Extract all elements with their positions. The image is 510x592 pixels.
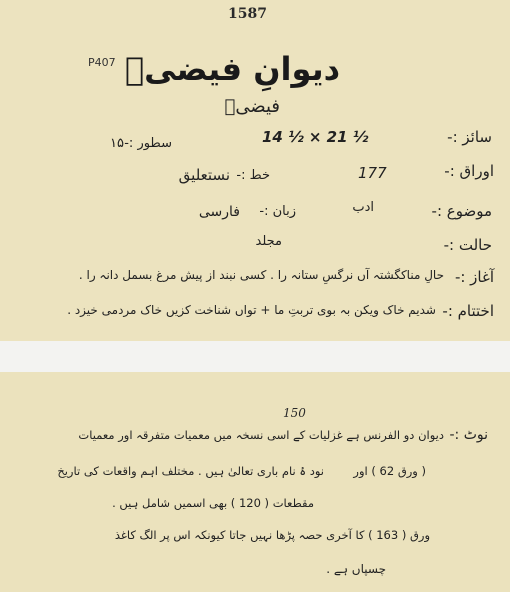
- lines-label: سطور :-: [124, 136, 172, 151]
- condition-label: حالت :-: [443, 236, 492, 254]
- language-label: زبان :-: [259, 204, 296, 219]
- catalog-number: P407: [88, 56, 116, 69]
- subject-value: ادب: [352, 200, 374, 215]
- catalog-page-bottom: [0, 372, 510, 592]
- author-name: فیضیؔ: [224, 96, 280, 117]
- explicit-text: شدیم خاک ویکن بہ بوی تربتِ ما + تواں شناخت کزیں خاک مردمی خیزد .: [67, 303, 436, 317]
- size-label: سائز :-: [447, 128, 492, 146]
- leaves-label: اوراق :-: [444, 162, 494, 180]
- note-label: نوٹ :-: [449, 427, 488, 443]
- leaves-value: 177: [358, 164, 387, 182]
- subject-label: موضوع :-: [431, 202, 492, 220]
- note-line-1: دیوان دو الفرنس ہے غزلیات کے اسی نسخہ میں معمیات متفرقہ اور معمیات: [78, 428, 444, 442]
- script-value: نستعلیق: [178, 166, 230, 184]
- incipit-text: حالِ مناکگشتہ آں نرگسِ ستانہ را . کسی نبند از پیش مرغ بسمل دانہ را .: [78, 268, 444, 282]
- explicit-label: اختتام :-: [442, 302, 494, 320]
- page-number: 1587: [228, 6, 267, 22]
- language-value: فارسی: [198, 204, 240, 220]
- condition-value: مجلد: [255, 234, 282, 249]
- page-separator: [0, 341, 510, 372]
- script-label: خط :-: [236, 168, 270, 183]
- lines-value: ۱۵: [110, 136, 124, 151]
- note-line-4: ورق ( 163 ) کا آخری حصہ پڑھا نہیں جاتا کیونکہ اس پر الگ کاغذ: [114, 528, 430, 542]
- incipit-label: آغاز :-: [454, 268, 494, 286]
- note-line-5: چسپاں ہے .: [326, 562, 386, 576]
- note-line-2a: نود ۂ نام باری تعالیٰ ہیں . مختلف اہم واقعات کی تاریخ: [57, 464, 324, 478]
- size-value: 14 ½ × 21 ½: [262, 128, 369, 146]
- note-line-2b: ( ورق 62 ) اور: [353, 464, 426, 478]
- manuscript-title: دیوانِ فیضیؔ: [124, 50, 340, 88]
- note-line-3: مقطعات ( 120 ) بھی اسمیں شامل ہیں .: [112, 496, 314, 510]
- page-number-bottom: 150: [283, 406, 306, 420]
